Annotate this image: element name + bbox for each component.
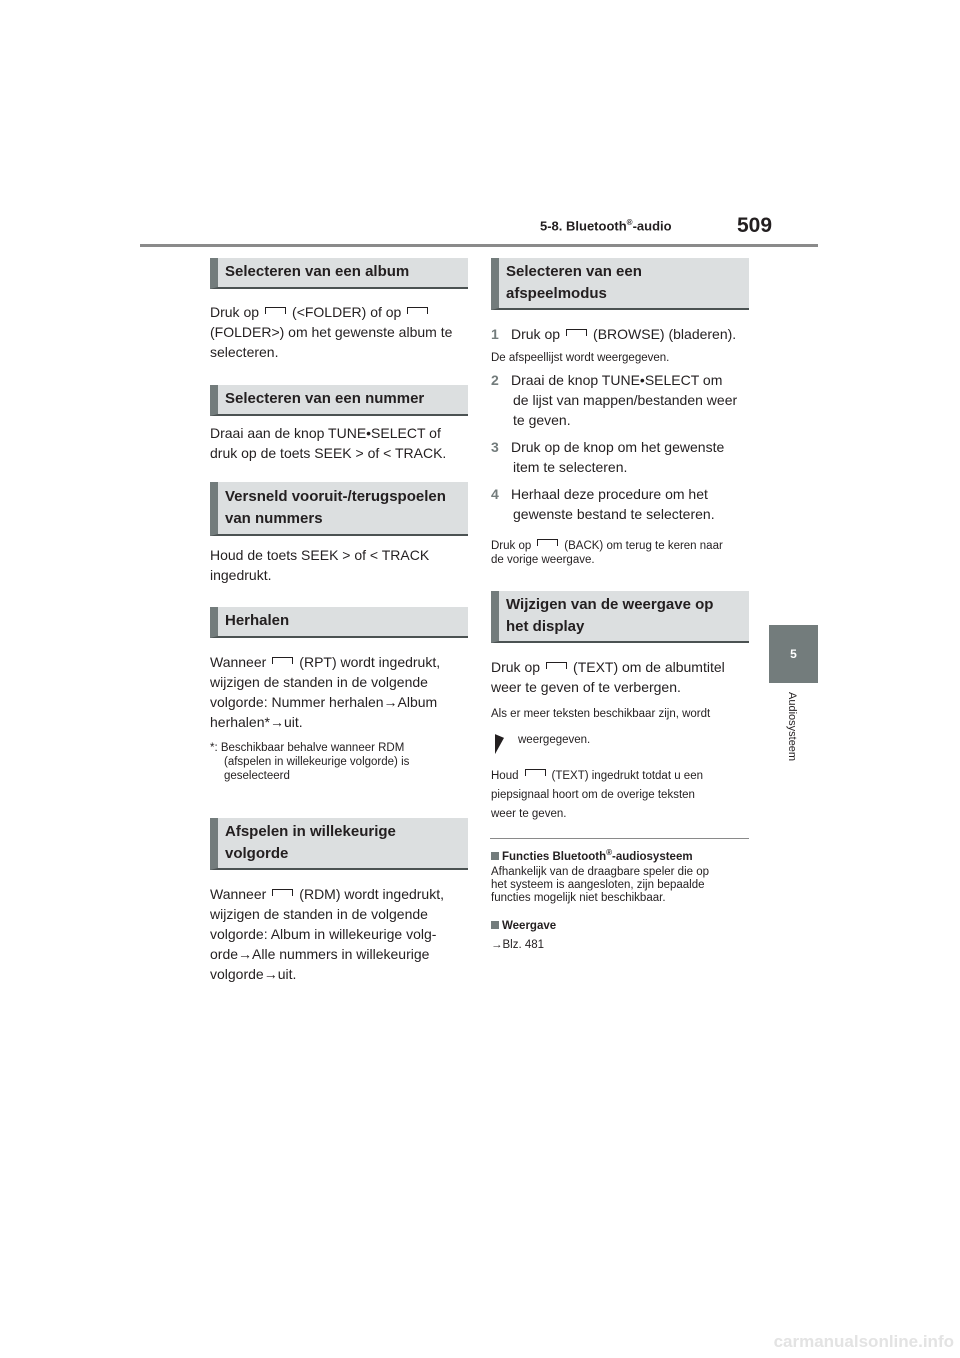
step-2: 2 Draai de knop TUNE•SELECT om de lijst van mappen/bestanden weer te geven. — [491, 372, 738, 428]
heading-select-track: Selecteren van een nummer — [210, 385, 468, 416]
header-divider — [140, 244, 818, 247]
section-label: 5-8. Bluetooth®-audio — [540, 218, 672, 234]
square-bullet-icon — [491, 852, 499, 860]
heading-change-display: Wijzigen van de weergave op het display — [491, 591, 749, 643]
heading-random-play: Afspelen in willekeurige volgorde — [210, 818, 468, 870]
button-icon — [525, 769, 546, 776]
repeat-paragraph: Wanneer (RPT) wordt ingedrukt, wijzigen de standen in de volgende volgorde: Nummer herhalen→Album herhalen*→uit. — [210, 654, 441, 730]
button-icon — [407, 307, 428, 314]
arrow-icon — [495, 728, 504, 754]
repeat-footnote: *: Beschikbaar behalve wanneer RDM (afspelen in willekeurige volgorde) is geselecteerd — [210, 742, 410, 782]
chapter-side-label: Audiosysteem — [786, 692, 798, 762]
step-3: 3 Druk op de knop om het gewenste item te selecteren. — [491, 439, 725, 475]
step-4: 4 Herhaal deze procedure om het gewenste bestand te selecteren. — [491, 486, 715, 522]
functions-paragraph: Afhankelijk van de draagbare speler die op het systeem is aangesloten, zijn bepaalde functies mogelijk niet beschikbaar. — [491, 866, 710, 904]
step-1-note: De afspeellijst wordt weergegeven. — [491, 352, 670, 364]
heading-fast-forward: Versneld vooruit-/terugspoelen van nummers — [210, 482, 468, 536]
button-icon — [546, 662, 567, 669]
heading-repeat: Herhalen — [210, 607, 468, 638]
view-reference-link[interactable]: →Blz. 481 — [491, 939, 545, 951]
album-paragraph: Druk op (<FOLDER) of op (FOLDER>) om het gewenste album te selecteren. — [210, 304, 453, 360]
seek-paragraph: Houd de toets SEEK > of < TRACK ingedrukt. — [210, 547, 430, 583]
functions-title: Functies Bluetooth®-audiosysteem — [491, 846, 693, 864]
page-number: 509 — [737, 214, 773, 237]
hold-note: Houd (TEXT) ingedrukt totdat u een piepsignaal hoort om de overige teksten weer te geven. — [491, 770, 703, 820]
view-title: Weergave — [491, 919, 556, 933]
track-paragraph: Draai aan de knop TUNE•SELECT of druk op de toets SEEK > of < TRACK. — [210, 425, 447, 461]
button-icon — [265, 307, 286, 314]
step-1: 1 Druk op (BROWSE) (bladeren). — [491, 326, 737, 342]
heading-select-album: Selecteren van een album — [210, 258, 468, 289]
display-note-2: weergegeven. — [518, 734, 591, 746]
section-divider — [490, 838, 749, 839]
square-bullet-icon — [491, 921, 499, 929]
display-paragraph: Druk op (TEXT) om de albumtitel weer te geven of te verbergen. — [491, 659, 725, 695]
display-note-1: Als er meer teksten beschikbaar zijn, wordt — [491, 708, 711, 720]
watermark: carmanualsonline.info — [773, 1332, 954, 1351]
button-icon — [272, 657, 293, 664]
random-paragraph: Wanneer (RDM) wordt ingedrukt, wijzigen de standen in de volgende volgorde: Album in willekeurige volg- orde→Alle nummers in willekeurige volgorde→uit. — [210, 886, 444, 982]
button-icon — [566, 329, 587, 336]
chapter-tab: 5 — [769, 625, 818, 683]
button-icon — [537, 539, 558, 546]
button-icon — [272, 889, 293, 896]
back-note: Druk op (BACK) om terug te keren naar de vorige weergave. — [491, 540, 723, 566]
heading-play-mode: Selecteren van een afspeelmodus — [491, 258, 749, 310]
